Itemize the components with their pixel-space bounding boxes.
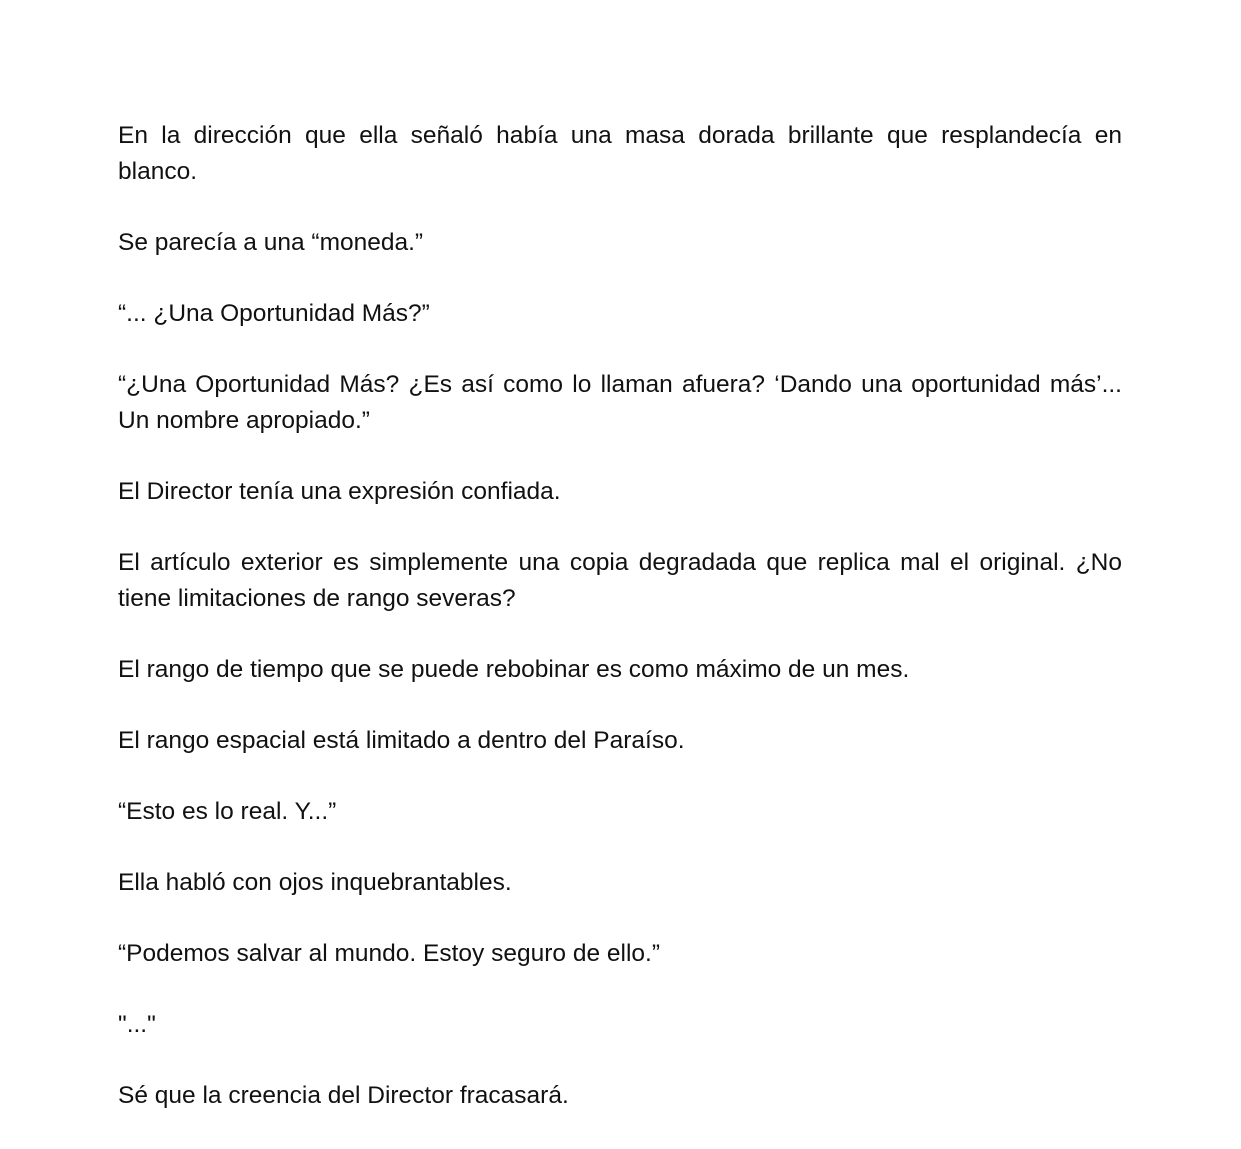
paragraph-1: En la dirección que ella señaló había una masa dorada brillante que resplandecía en blanco. <box>118 122 1122 185</box>
paragraph-6: El artículo exterior es simplemente una copia degradada que replica mal el original. ¿No tiene limitaciones de rango severas? <box>118 549 1122 612</box>
paragraph-8: El rango espacial está limitado a dentro del Paraíso. <box>118 727 685 754</box>
paragraph-4: “¿Una Oportunidad Más? ¿Es así como lo llaman afuera? ‘Dando una oportunidad más’... Un nombre apropiado.” <box>118 371 1122 434</box>
paragraph-5: El Director tenía una expresión confiada. <box>118 478 561 505</box>
paragraph-2: Se parecía a una “moneda.” <box>118 229 424 256</box>
paragraph-12: "..." <box>118 1011 156 1038</box>
paragraph-11: “Podemos salvar al mundo. Estoy seguro de ello.” <box>118 940 660 967</box>
paragraph-10: Ella habló con ojos inquebrantables. <box>118 869 512 896</box>
document-text <box>118 118 1122 1149</box>
paragraph-7: El rango de tiempo que se puede rebobinar es como máximo de un mes. <box>118 656 910 683</box>
paragraph-13: Sé que la creencia del Director fracasará. <box>118 1082 569 1109</box>
paragraph-9: “Esto es lo real. Y...” <box>118 798 337 825</box>
paragraph-3: “... ¿Una Oportunidad Más?” <box>118 300 430 327</box>
